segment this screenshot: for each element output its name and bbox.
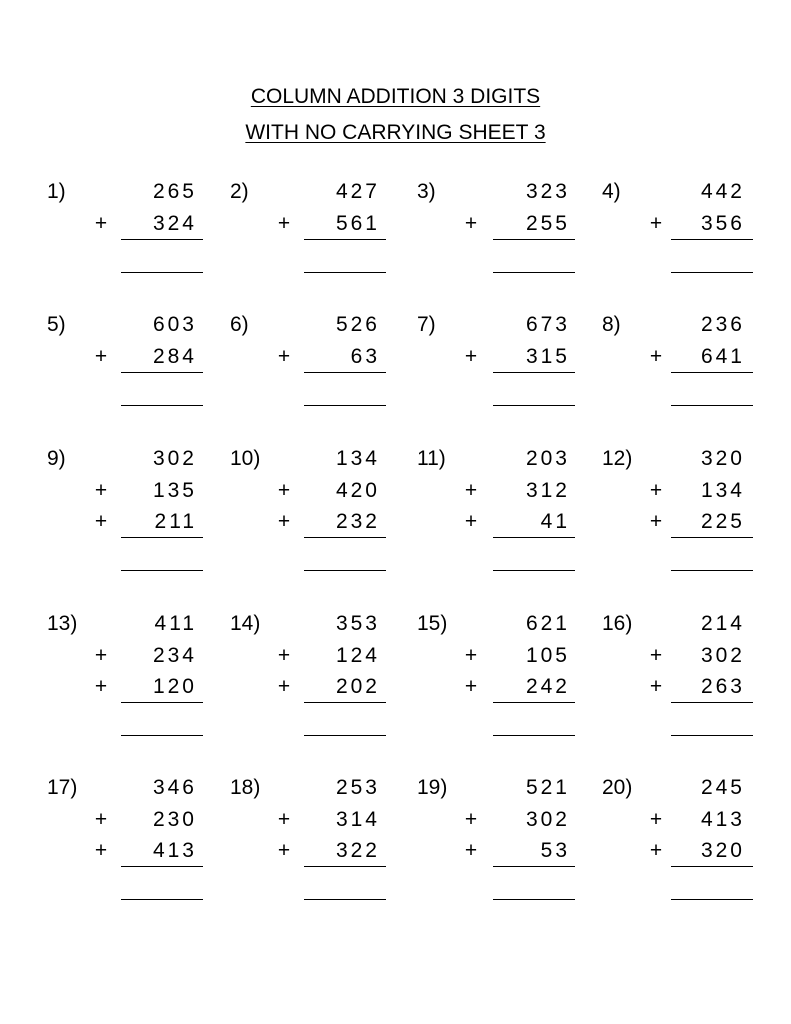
plus-sign: + [94,478,108,502]
sum-line [671,372,753,373]
addend: 302 [152,447,197,470]
problem-number: 16) [602,612,633,635]
plus-sign: + [464,478,478,502]
addend: 526 [335,313,380,336]
problem-number: 8) [602,313,621,336]
addend: 263 [700,675,745,698]
problem-number: 15) [417,612,448,635]
plus-sign: + [277,344,291,368]
plus-sign: + [94,344,108,368]
plus-sign: + [277,643,291,667]
plus-sign: + [277,510,291,533]
answer-line [121,272,203,273]
sum-line [121,537,203,538]
problem-number: 9) [47,447,66,470]
addend: 265 [152,180,197,203]
problem-number: 7) [417,313,436,336]
problem-number: 20) [602,776,633,799]
addend: 320 [700,447,745,470]
plus-sign: + [464,675,478,698]
problem-number: 11) [417,447,446,470]
addend: 41 [540,510,570,533]
plus-sign: + [94,675,108,698]
addend: 353 [335,612,380,635]
plus-sign: + [649,344,663,368]
answer-line [493,899,575,900]
plus-sign: + [464,211,478,235]
plus-sign: + [277,807,291,831]
plus-sign: + [649,675,663,698]
plus-sign: + [649,478,663,502]
addend: 134 [335,447,380,470]
plus-sign: + [649,510,663,533]
addend: 315 [525,344,570,368]
addend: 253 [335,776,380,799]
worksheet-title-line-2: WITH NO CARRYING SHEET 3 [245,121,546,144]
answer-line [671,735,753,736]
answer-line [671,899,753,900]
answer-line [671,405,753,406]
problem-number: 12) [602,447,633,470]
addend: 413 [700,807,745,831]
addend: 561 [335,211,380,235]
addend: 232 [335,510,380,533]
addend: 427 [335,180,380,203]
answer-line [121,735,203,736]
addend: 323 [525,180,570,203]
plus-sign: + [94,807,108,831]
addend: 230 [152,807,197,831]
plus-sign: + [94,839,108,862]
addend: 203 [525,447,570,470]
addend: 346 [152,776,197,799]
sum-line [493,239,575,240]
problem-number: 19) [417,776,448,799]
sum-line [121,239,203,240]
problem-number: 17) [47,776,78,799]
plus-sign: + [464,510,478,533]
sum-line [121,702,203,703]
answer-line [304,272,386,273]
problem-number: 14) [230,612,261,635]
sum-line [304,866,386,867]
sum-line [493,537,575,538]
answer-line [304,405,386,406]
answer-line [671,272,753,273]
addend: 120 [152,675,197,698]
plus-sign: + [649,807,663,831]
problem-number: 5) [47,313,66,336]
addend: 302 [700,643,745,667]
plus-sign: + [277,675,291,698]
sum-line [121,866,203,867]
answer-line [493,735,575,736]
sum-line [304,702,386,703]
plus-sign: + [94,643,108,667]
addend: 135 [152,478,197,502]
addend: 322 [335,839,380,862]
addend: 641 [700,344,745,368]
worksheet-title-line-1: COLUMN ADDITION 3 DIGITS [250,85,541,108]
plus-sign: + [277,211,291,235]
plus-sign: + [94,211,108,235]
addend: 324 [152,211,197,235]
answer-line [304,570,386,571]
sum-line [493,866,575,867]
plus-sign: + [464,344,478,368]
addend: 320 [700,839,745,862]
problem-number: 2) [230,180,249,203]
answer-line [121,570,203,571]
sum-line [304,372,386,373]
addend: 356 [700,211,745,235]
addend: 53 [540,839,570,862]
plus-sign: + [649,839,663,862]
addend: 603 [152,313,197,336]
plus-sign: + [277,478,291,502]
answer-line [493,570,575,571]
addend: 225 [700,510,745,533]
addend: 521 [525,776,570,799]
addend: 442 [700,180,745,203]
addend: 314 [335,807,380,831]
addend: 302 [525,807,570,831]
problem-number: 1) [47,180,66,203]
plus-sign: + [649,211,663,235]
problem-number: 10) [230,447,261,470]
sum-line [671,702,753,703]
addend: 673 [525,313,570,336]
addend: 245 [700,776,745,799]
addend: 242 [525,675,570,698]
addend: 413 [152,839,197,862]
answer-line [493,405,575,406]
answer-line [121,405,203,406]
addend: 202 [335,675,380,698]
addend: 236 [700,313,745,336]
addend: 214 [700,612,745,635]
addend: 63 [350,344,380,368]
answer-line [121,899,203,900]
problem-number: 3) [417,180,436,203]
plus-sign: + [649,643,663,667]
addend: 621 [525,612,570,635]
plus-sign: + [277,839,291,862]
plus-sign: + [464,643,478,667]
answer-line [304,735,386,736]
addend: 420 [335,478,380,502]
sum-line [671,239,753,240]
problem-number: 13) [47,612,78,635]
addend: 255 [525,211,570,235]
addend: 134 [700,478,745,502]
plus-sign: + [94,510,108,533]
addend: 105 [525,643,570,667]
sum-line [671,537,753,538]
answer-line [671,570,753,571]
sum-line [493,372,575,373]
sum-line [121,372,203,373]
addend: 234 [152,643,197,667]
plus-sign: + [464,807,478,831]
problem-number: 4) [602,180,621,203]
addend: 312 [525,478,570,502]
sum-line [493,702,575,703]
problem-number: 18) [230,776,261,799]
addend: 124 [335,643,380,667]
sum-line [671,866,753,867]
answer-line [304,899,386,900]
sum-line [304,239,386,240]
answer-line [493,272,575,273]
problem-number: 6) [230,313,249,336]
addend: 284 [152,344,197,368]
addend: 211 [154,510,197,533]
plus-sign: + [464,839,478,862]
addend: 411 [154,612,197,635]
sum-line [304,537,386,538]
